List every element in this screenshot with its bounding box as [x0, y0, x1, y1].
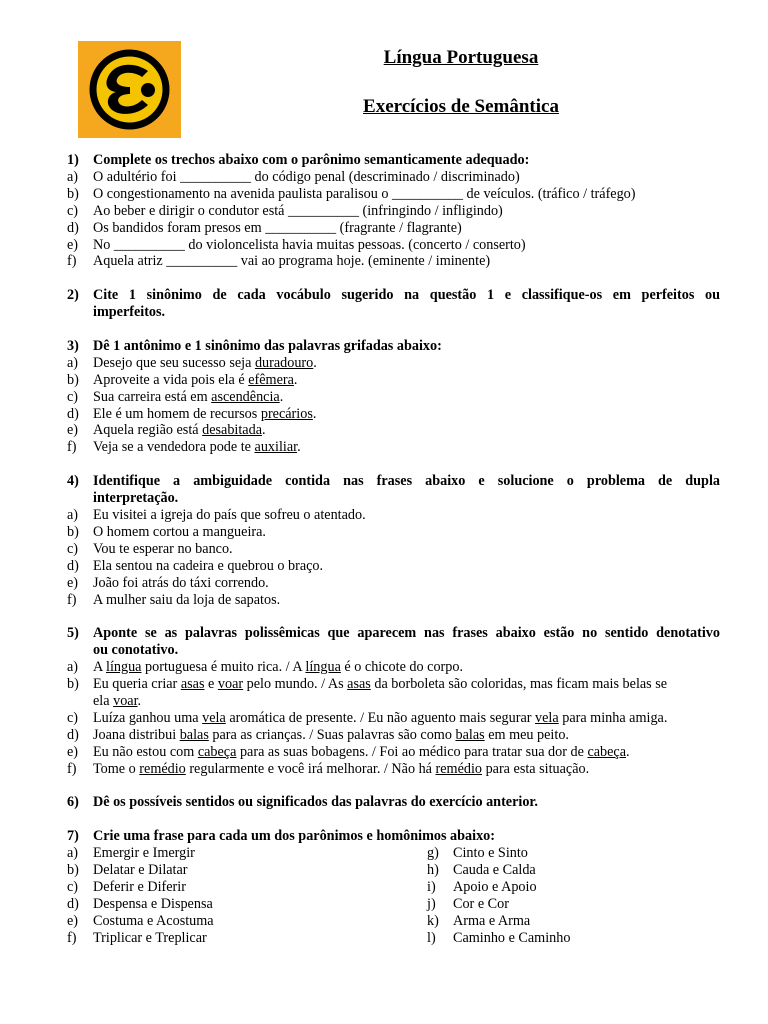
item-text: Ao beber e dirigir o condutor está __________ (infringindo / infligindo)	[93, 202, 503, 219]
question-text: Dê 1 antônimo e 1 sinônimo das palavras grifadas abaixo:	[93, 337, 442, 354]
item-text: Emergir e Imergir	[93, 845, 195, 862]
item-label: d)	[67, 726, 79, 743]
item-label: c)	[67, 388, 79, 405]
exercise-list	[67, 152, 720, 947]
question-4	[67, 473, 720, 490]
list-item	[67, 507, 720, 524]
question-text: Cite 1 sinônimo de cada vocábulo sugerido na questão 1 e classifique-os em perfeitos ou	[93, 287, 720, 304]
question-number: 4)	[67, 473, 79, 490]
question-number: 7)	[67, 828, 79, 845]
item-text: A mulher saiu da loja de sapatos.	[93, 591, 281, 608]
item-text: Vou te esperar no banco.	[93, 540, 233, 557]
list-item	[67, 727, 720, 744]
punctuation: .	[279, 388, 284, 405]
underlined-word: ascendência	[211, 388, 280, 405]
list-item	[67, 253, 720, 270]
list-item	[67, 761, 720, 778]
list-item	[427, 913, 720, 930]
document-title: Língua Portuguesa	[383, 47, 539, 68]
underlined-word: vela	[535, 709, 559, 726]
punctuation: .	[262, 422, 266, 439]
item-text: para as crianças. / Suas palavras são como	[208, 726, 456, 743]
item-text: aromática de presente. / Eu não aguento mais segurar	[225, 709, 536, 726]
underlined-word: remédio	[139, 760, 186, 777]
item-label: a)	[67, 845, 79, 862]
underlined-word: voar	[113, 692, 138, 709]
list-item	[67, 862, 427, 879]
item-text: Cauda e Calda	[453, 861, 536, 878]
question-text: ou conotativo.	[93, 642, 179, 659]
item-text: No __________ do violoncelista havia muitas pessoas. (concerto / conserto)	[93, 236, 526, 253]
item-text: Eu não estou com	[93, 743, 198, 760]
list-item	[67, 541, 720, 558]
list-item	[67, 203, 720, 220]
item-text: Aquela região está	[93, 422, 203, 439]
item-label: f)	[67, 253, 77, 270]
question-text: Complete os trechos abaixo com o parônimo semanticamente adequado:	[93, 152, 530, 168]
question-number: 5)	[67, 625, 79, 642]
item-label: e)	[67, 743, 79, 760]
underlined-word: vela	[202, 709, 226, 726]
item-text: Apoio e Apoio	[453, 878, 537, 895]
item-text: Ela sentou na cadeira e quebrou o braço.	[93, 557, 324, 574]
underlined-word: duradouro	[254, 354, 314, 371]
list-item	[67, 558, 720, 575]
question-1	[67, 152, 720, 169]
list-item-cont	[67, 693, 720, 710]
list-item	[67, 355, 720, 372]
item-text: O congestionamento na avenida paulista paralisou o __________ de veículos. (tráfico / tráfego)	[93, 185, 636, 202]
item-label: a)	[67, 168, 79, 185]
item-text: Aproveite a vida pois ela é	[93, 371, 249, 388]
item-label: d)	[67, 895, 79, 912]
item-label: l)	[427, 929, 436, 946]
item-text: Caminho e Caminho	[453, 929, 571, 946]
question-text: interpretação.	[93, 490, 179, 507]
item-text: regularmente e você irá melhorar. / Não há	[185, 760, 436, 777]
item-label: e)	[67, 574, 79, 591]
item-text: Desejo que seu sucesso seja	[93, 354, 255, 371]
item-label: d)	[67, 557, 79, 574]
question-number: 1)	[67, 152, 79, 168]
item-text: Tome o	[93, 760, 140, 777]
list-item	[67, 237, 720, 254]
item-text: Luíza ganhou uma	[93, 709, 203, 726]
underlined-word: desabitada	[202, 422, 262, 439]
list-item	[67, 389, 720, 406]
list-item	[67, 169, 720, 186]
item-label: f)	[67, 439, 77, 456]
item-text: A	[93, 659, 107, 676]
question-5-cont	[67, 642, 720, 659]
item-label: h)	[427, 861, 439, 878]
list-item	[67, 524, 720, 541]
underlined-word: língua	[305, 659, 341, 676]
item-text: é o chicote do corpo.	[340, 659, 463, 676]
question-4-cont	[67, 490, 720, 507]
question-text: Aponte se as palavras polissêmicas que aparecem nas frases abaixo estão no sentido denotativo	[93, 625, 720, 642]
list-item	[67, 406, 720, 423]
item-text: Cinto e Sinto	[453, 845, 528, 862]
underlined-word: efêmera	[248, 371, 294, 388]
item-label: d)	[67, 219, 79, 236]
item-label: c)	[67, 202, 79, 219]
underlined-word: remédio	[435, 760, 483, 777]
punctuation: .	[626, 743, 630, 760]
item-text: ela	[93, 692, 114, 709]
item-text: Arma e Arma	[453, 912, 531, 929]
list-item	[67, 575, 720, 592]
question-2	[67, 287, 720, 304]
item-text: Os bandidos foram presos em __________ (fragrante / flagrante)	[93, 219, 462, 236]
list-item	[427, 930, 720, 947]
item-text: Sua carreira está em	[93, 388, 212, 405]
list-item	[67, 439, 720, 456]
item-label: a)	[67, 354, 79, 371]
item-label: c)	[67, 540, 79, 557]
question-number: 2)	[67, 287, 79, 304]
item-text: para esta situação.	[482, 760, 590, 777]
item-label: e)	[67, 236, 79, 253]
item-label: f)	[67, 760, 77, 777]
question-7	[67, 828, 720, 845]
item-text: e	[204, 676, 218, 693]
question-6	[67, 794, 720, 811]
question-number: 3)	[67, 337, 79, 354]
item-text: para minha amiga.	[558, 709, 668, 726]
list-item	[67, 659, 720, 676]
item-text: O adultério foi __________ do código penal (descriminado / discriminado)	[93, 168, 520, 185]
item-label: a)	[67, 659, 79, 676]
punctuation: .	[312, 405, 317, 422]
item-text: em meu peito.	[484, 726, 569, 743]
item-text: Despensa e Dispensa	[93, 895, 213, 912]
list-item	[67, 879, 427, 896]
item-text: Delatar e Dilatar	[93, 861, 188, 878]
list-item	[67, 896, 427, 913]
list-item	[67, 186, 720, 203]
item-label: b)	[67, 676, 79, 693]
list-item	[67, 913, 427, 930]
item-text: Costuma e Acostuma	[93, 912, 214, 929]
list-item	[67, 744, 720, 761]
underlined-word: cabeça	[587, 743, 627, 760]
item-text: Triplicar e Treplicar	[93, 929, 207, 946]
list-item	[67, 710, 720, 727]
list-item	[67, 845, 427, 862]
list-item	[67, 930, 427, 947]
underlined-word: precários	[260, 405, 313, 422]
question-2-cont	[67, 304, 720, 321]
item-label: g)	[427, 845, 439, 862]
item-text: Cor e Cor	[453, 895, 509, 912]
question-3	[67, 338, 720, 355]
list-item	[427, 896, 720, 913]
underlined-word: voar	[217, 676, 244, 693]
item-text: da borboleta são coloridas, mas ficam mais belas se	[370, 676, 668, 693]
underlined-word: língua	[106, 659, 142, 676]
item-text: pelo mundo. / As	[243, 676, 348, 693]
list-item	[67, 592, 720, 609]
item-label: b)	[67, 371, 79, 388]
item-label: b)	[67, 861, 79, 878]
punctuation: .	[297, 439, 301, 456]
question-number: 6)	[67, 794, 79, 811]
underlined-word: balas	[179, 726, 209, 743]
list-item	[427, 862, 720, 879]
item-label: f)	[67, 591, 77, 608]
list-item	[427, 879, 720, 896]
item-label: d)	[67, 405, 79, 422]
item-label: j)	[427, 895, 436, 912]
item-label: f)	[67, 929, 77, 946]
item-label: c)	[67, 878, 79, 895]
item-label: b)	[67, 523, 79, 540]
question-text: Crie uma frase para cada um dos parônimos e homônimos abaixo:	[93, 828, 495, 845]
underlined-word: auxiliar	[254, 439, 298, 456]
question-text: Identifique a ambiguidade contida nas frases abaixo e solucione o problema de dupla	[93, 473, 720, 490]
underlined-word: balas	[455, 726, 485, 743]
right-column	[427, 845, 720, 946]
document-subtitle: Exercícios de Semântica	[363, 96, 559, 117]
punctuation: .	[313, 354, 317, 371]
question-text: imperfeitos.	[93, 304, 166, 321]
item-label: e)	[67, 912, 79, 929]
item-text: Aquela atriz __________ vai ao programa hoje. (eminente / iminente)	[93, 253, 491, 270]
two-column-list	[67, 845, 720, 946]
item-text: Joana distribui	[93, 726, 180, 743]
item-label: c)	[67, 709, 79, 726]
item-text: João foi atrás do táxi correndo.	[93, 574, 269, 591]
item-text: para as suas bobagens. / Foi ao médico para tratar sua dor de	[236, 743, 588, 760]
item-label: b)	[67, 185, 79, 202]
item-text: Ele é um homem de recursos	[93, 405, 261, 422]
underlined-word: asas	[347, 676, 371, 693]
list-item	[67, 676, 720, 693]
list-item	[67, 220, 720, 237]
item-text: portuguesa é muito rica. / A	[141, 659, 306, 676]
list-item	[427, 845, 720, 862]
item-text: Deferir e Diferir	[93, 878, 186, 895]
item-label: k)	[427, 912, 439, 929]
item-label: i)	[427, 878, 436, 895]
item-text: Eu visitei a igreja do país que sofreu o atentado.	[93, 506, 366, 523]
item-label: a)	[67, 506, 79, 523]
question-5	[67, 625, 720, 642]
underlined-word: asas	[180, 676, 205, 693]
item-label: e)	[67, 422, 79, 439]
list-item	[67, 372, 720, 389]
punctuation: .	[293, 371, 298, 388]
underlined-word: cabeça	[197, 743, 237, 760]
left-column	[67, 845, 427, 946]
question-text: Dê os possíveis sentidos ou significados das palavras do exercício anterior.	[93, 794, 538, 811]
list-item	[67, 422, 720, 439]
punctuation: .	[137, 692, 142, 709]
item-text: O homem cortou a mangueira.	[93, 523, 266, 540]
item-text: Veja se a vendedora pode te	[93, 439, 255, 456]
item-text: Eu queria criar	[93, 676, 181, 693]
